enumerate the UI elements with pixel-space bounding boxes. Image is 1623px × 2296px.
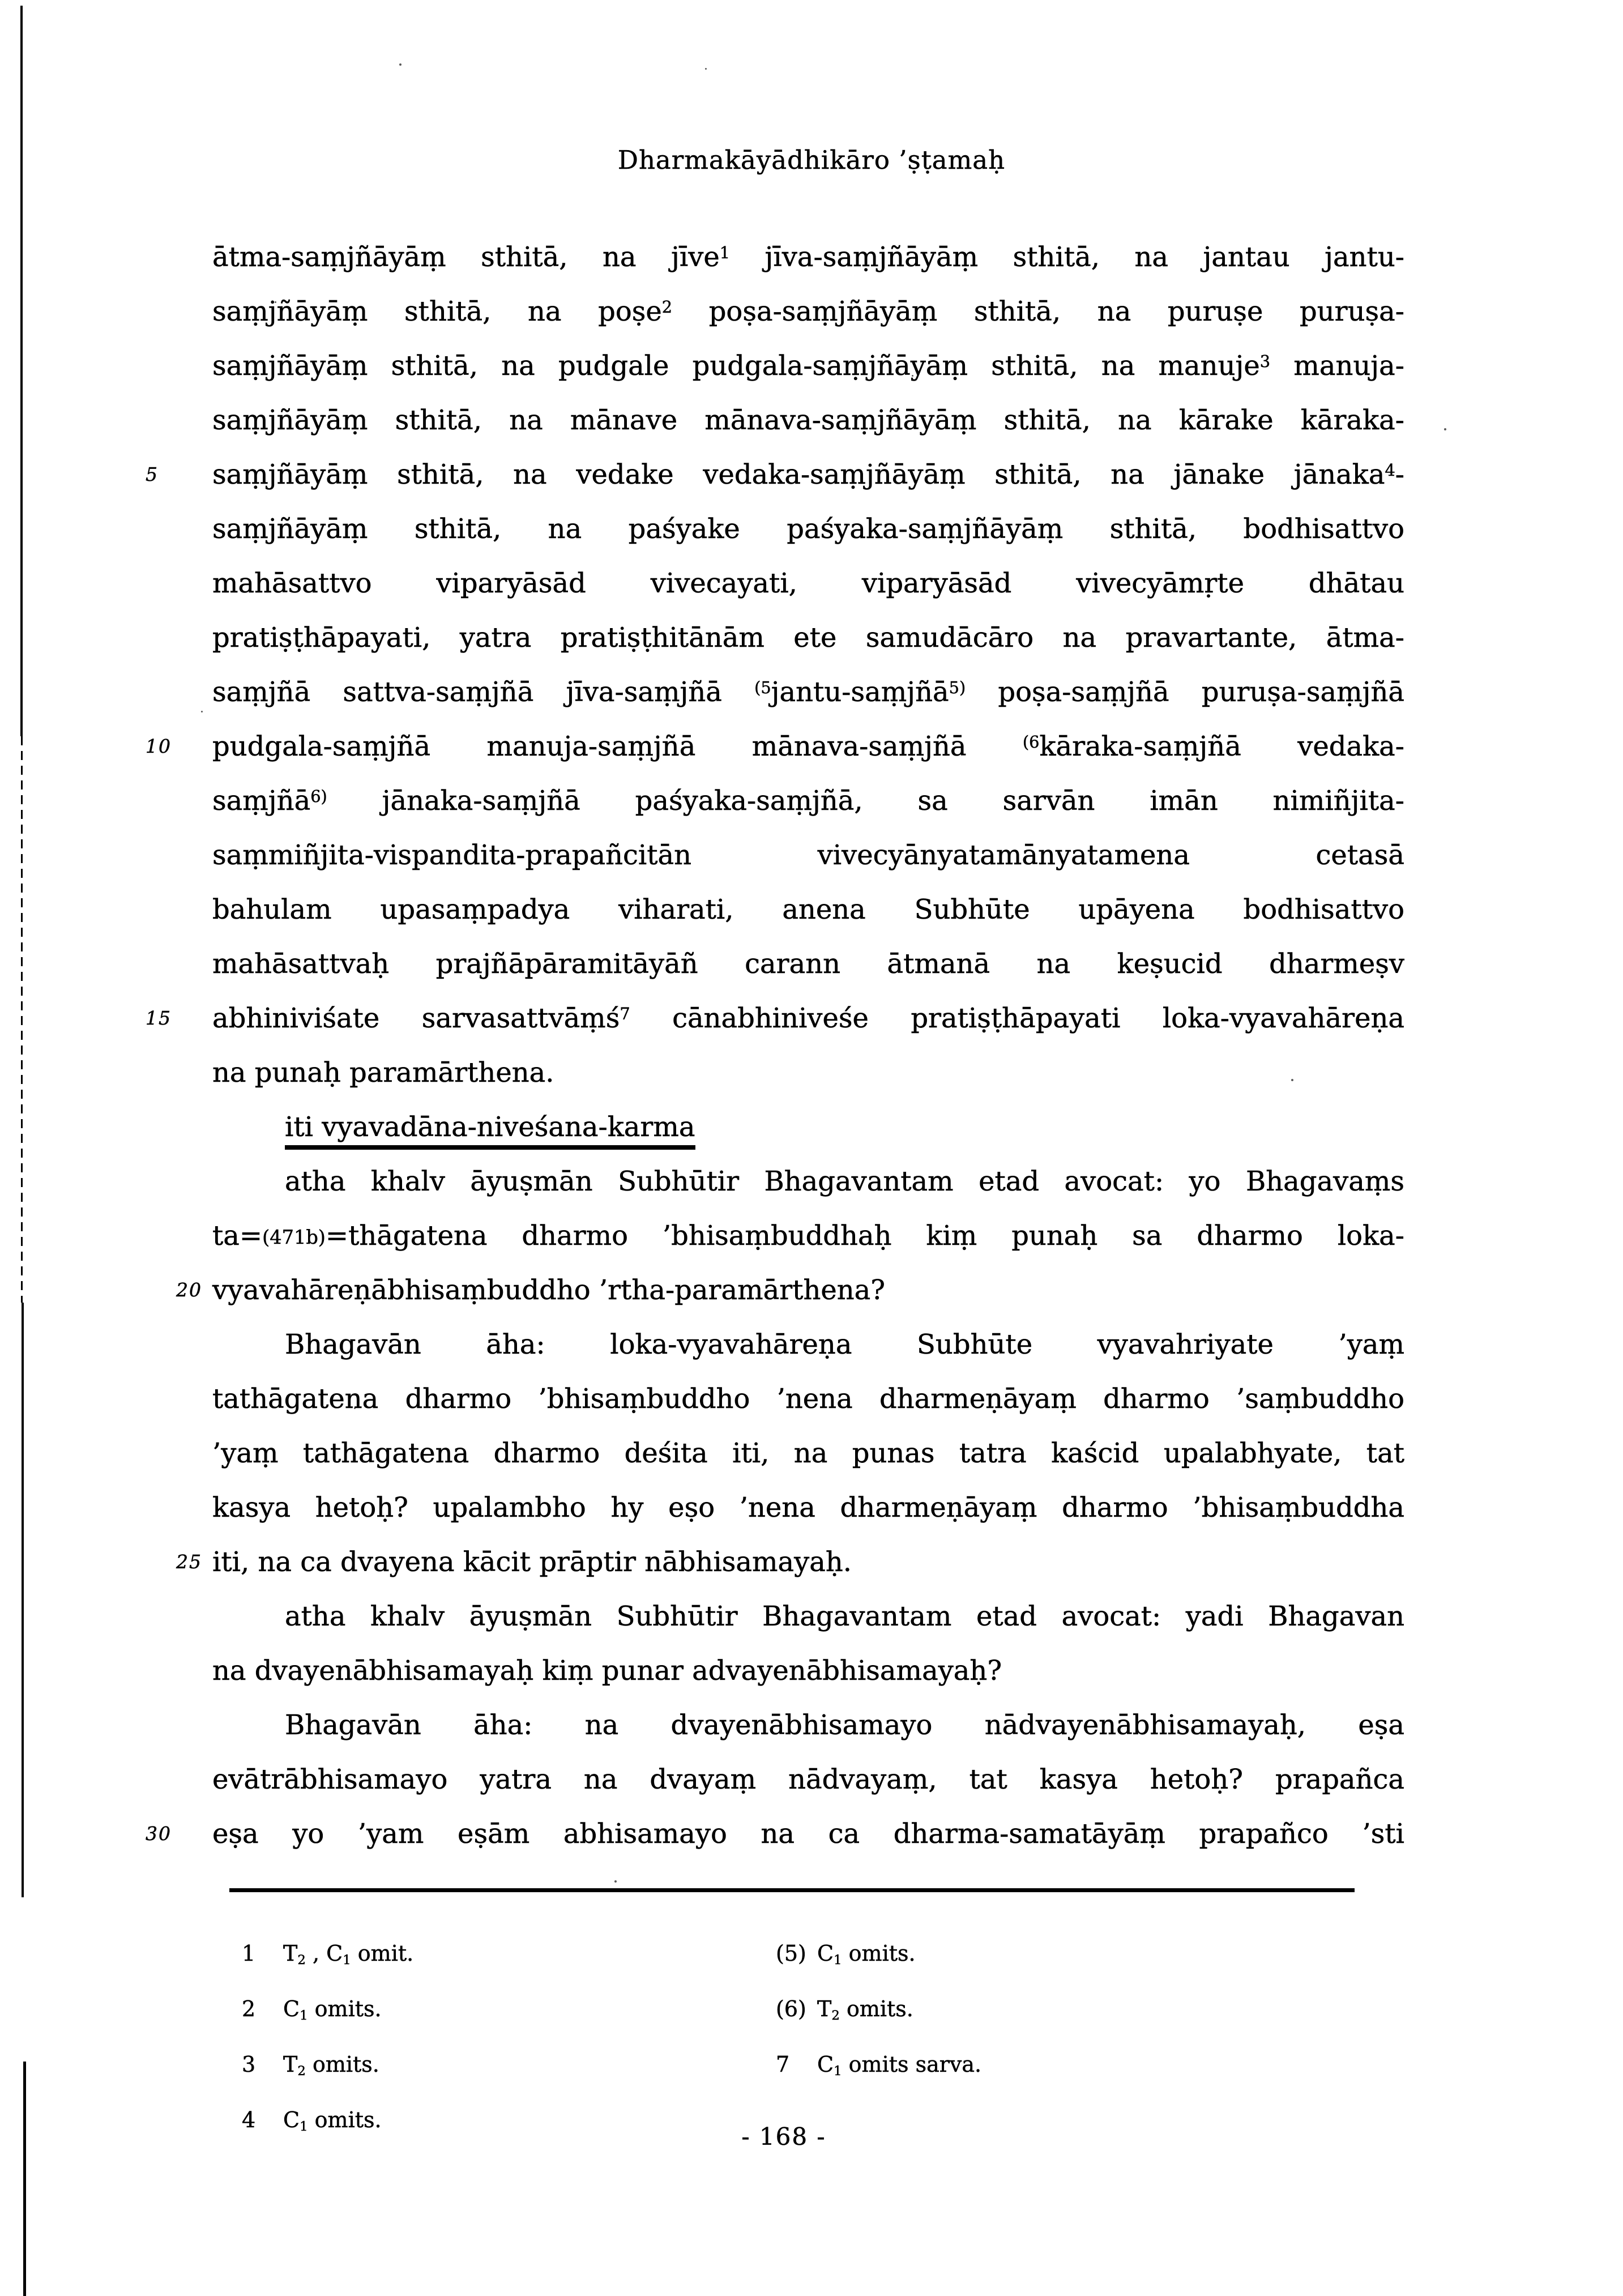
line-text (212, 1655, 1002, 1687)
text-segment: ātma-saṃjñāyāṃ sthitā, na jīve (212, 241, 720, 273)
footnote-entry (776, 1981, 1370, 2037)
scan-speck (1444, 428, 1446, 430)
text-line (212, 393, 1404, 447)
text-line (212, 1100, 1404, 1154)
text-segment: omits. (307, 2107, 382, 2132)
text-segment: saṃjñāyāṃ sthitā, na mānave mānava-saṃjñāyāṃ sthitā, na kārake kāraka- (212, 404, 1404, 436)
text-line (146, 991, 1405, 1045)
text-segment: saṃjñāyāṃ sthitā, na vedake vedaka-saṃjñāyāṃ sthitā, na jānake jānaka (212, 459, 1385, 490)
line-text (212, 785, 1404, 817)
line-text (212, 1764, 1404, 1795)
text-segment: jantu-saṃjñā (771, 676, 949, 708)
text-segment: mahāsattvaḥ prajñāpāramitāyāñ carann ātmanā na keṣucid dharmeṣv (212, 948, 1404, 980)
text-line (212, 1209, 1404, 1263)
line-text (212, 350, 1404, 382)
folio-ref: (471b) (262, 1226, 326, 1248)
line-text (212, 948, 1404, 980)
line-text (285, 1166, 1404, 1197)
footnote-number: 2 (242, 1996, 256, 2021)
line-text (212, 1002, 1404, 1034)
text-line (146, 447, 1404, 502)
siglum-subscript: 1 (343, 1952, 351, 1968)
footnote-entry (242, 1981, 751, 2037)
text-line (212, 1752, 1404, 1807)
line-text (212, 513, 1404, 545)
text-line (212, 828, 1404, 882)
text-segment: omits. (307, 1996, 382, 2021)
line-text (212, 1546, 852, 1578)
line-text (212, 1383, 1404, 1415)
superscript-note-ref: (5 (754, 677, 771, 697)
text-line (212, 937, 1404, 991)
footnote-text (817, 1941, 916, 1966)
margin-line-number: 15 (146, 1007, 172, 1029)
text-segment: Bhagavān āha: na dvayenābhisamayo nādvayenābhisamayaḥ, eṣa (285, 1709, 1404, 1741)
line-text (212, 1274, 885, 1306)
text-line (212, 502, 1404, 556)
footnote-number: 1 (242, 1941, 256, 1966)
text-line (212, 1480, 1404, 1535)
text-segment: iti vyavadāna-niveśana-karma (285, 1111, 695, 1143)
text-line (212, 1589, 1404, 1644)
margin-line-number: 10 (146, 735, 172, 757)
text-segment: ta= (212, 1220, 263, 1252)
text-segment: atha khalv āyuṣmān Subhūtir Bhagavantam etad avocat: yo Bhagavaṃs (285, 1166, 1404, 1197)
text-segment: C (817, 2052, 834, 2077)
text-segment: saṃjñā (212, 785, 311, 817)
superscript-note-ref: 6) (310, 786, 327, 806)
line-text (212, 1818, 1404, 1850)
text-segment: bahulam upasaṃpadya viharati, anena Subhūte upāyena bodhisattvo (212, 894, 1404, 925)
text-segment: na dvayenābhisamayaḥ kiṃ punar advayenābhisamayaḥ? (212, 1655, 1002, 1687)
footnote-entry (776, 1926, 1370, 1981)
line-text (212, 839, 1404, 871)
chapter-heading: Dharmakāyādhikāro ’ṣṭamaḥ (617, 145, 1006, 175)
margin-line-number: 20 (176, 1279, 202, 1301)
footnote-entry (242, 1926, 751, 1981)
text-line (146, 719, 1404, 774)
scan-speck (705, 68, 707, 70)
siglum-subscript: 1 (300, 2008, 308, 2023)
footnote-number: 3 (242, 2052, 256, 2077)
text-segment: vyavahāreṇābhisaṃbuddho ’rtha-paramārthena? (212, 1274, 886, 1306)
superscript-note-ref: (6 (1022, 732, 1040, 752)
text-segment: C (283, 1996, 300, 2021)
footnote-text (817, 1996, 913, 2021)
line-text (212, 894, 1404, 925)
text-line (212, 1698, 1404, 1752)
text-segment: ’yaṃ tathāgatena dharmo deśita iti, na punas tatra kaścid upalabhyate, tat (212, 1437, 1404, 1469)
superscript-note-ref: 5) (949, 677, 966, 697)
text-segment: omits. (305, 2052, 379, 2077)
footnotes-left-column (242, 1926, 751, 2148)
text-line (212, 774, 1404, 828)
text-segment: saṃjñāyāṃ sthitā, na paśyake paśyaka-saṃjñāyāṃ sthitā, bodhisattvo (212, 513, 1404, 545)
scan-artifact-line (22, 1303, 24, 1897)
text-line (146, 1807, 1404, 1861)
siglum-subscript: 2 (297, 1952, 306, 1968)
text-line (212, 1154, 1404, 1209)
siglum-subscript: 1 (300, 2119, 308, 2134)
text-segment: mahāsattvo viparyāsād vivecayati, viparyāsād vivecyāmṛte dhātau (212, 567, 1404, 599)
line-text (285, 1709, 1404, 1741)
footnote-entry (776, 2037, 1370, 2092)
text-segment: poṣa-saṃjñāyāṃ sthitā, na puruṣe puruṣa- (672, 296, 1405, 327)
text-segment: saṃjñāyāṃ sthitā, na pudgale pudgala-saṃjñāyāṃ sthitā, na manuje (212, 350, 1260, 382)
footnote-separator-rule (229, 1888, 1355, 1892)
text-segment: omits. (842, 1941, 916, 1966)
text-segment: T (283, 1941, 298, 1966)
superscript-note-ref: 7 (620, 1004, 630, 1023)
text-segment: jānaka-saṃjñā paśyaka-saṃjñā, sa sarvān imān nimiñjita- (327, 785, 1404, 817)
text-line (212, 665, 1404, 719)
text-segment: abhiniviśate sarvasattvāṃś (212, 1002, 620, 1034)
text-segment: saṃjñā sattva-saṃjñā jīva-saṃjñā (212, 676, 755, 708)
text-line (212, 230, 1404, 284)
footnote-number: 4 (242, 2107, 256, 2132)
text-line (212, 1372, 1404, 1426)
text-segment: Bhagavān āha: loka-vyavahāreṇa Subhūte vyavahriyate ’yaṃ (285, 1329, 1404, 1360)
line-text (212, 1220, 1404, 1252)
scan-speck (399, 63, 402, 66)
line-text (212, 731, 1404, 762)
footnote-text (817, 2052, 981, 2077)
line-text (212, 567, 1404, 599)
page-number: - 168 - (741, 2123, 826, 2150)
scan-speck (614, 1880, 617, 1883)
text-segment: pratiṣṭhāpayati, yatra pratiṣṭhitānām ete samudācāro na pravartante, ātma- (212, 622, 1404, 654)
text-segment: na punaḥ paramārthena. (212, 1057, 554, 1089)
line-text (212, 404, 1404, 436)
scan-speck (201, 711, 203, 712)
text-segment: T (817, 1996, 832, 2021)
text-segment: - (1395, 459, 1404, 490)
superscript-note-ref: 2 (661, 297, 673, 317)
text-line (212, 284, 1404, 339)
margin-line-number: 5 (146, 463, 159, 485)
text-segment: T (283, 2052, 298, 2077)
siglum-subscript: 1 (834, 1952, 842, 1968)
line-text (285, 1601, 1404, 1632)
text-line (212, 1045, 1404, 1100)
text-segment: saṃmiñjita-vispandita-prapañcitān vivecyānyatamānyatamena cetasā (212, 839, 1404, 871)
line-text (212, 1057, 554, 1089)
line-text (285, 1329, 1404, 1360)
text-segment: C (283, 2107, 300, 2132)
text-segment: kasya hetoḥ? upalambho hy eṣo ’nena dharmeṇāyaṃ dharmo ’bhisaṃbuddha (212, 1492, 1404, 1523)
text-segment: C (817, 1941, 834, 1966)
text-line (212, 556, 1404, 611)
siglum-subscript: 1 (834, 2063, 842, 2079)
text-segment: poṣa-saṃjñā puruṣa-saṃjñā (966, 676, 1405, 708)
line-text (212, 1437, 1404, 1469)
text-segment: omits. (839, 1996, 913, 2021)
text-segment: eṣa yo ’yam eṣām abhisamayo na ca dharma-samatāyāṃ prapañco ’sti (212, 1818, 1404, 1850)
body-text (146, 230, 1405, 1861)
text-line (212, 611, 1404, 665)
text-segment: jīva-saṃjñāyāṃ sthitā, na jantau jantu- (730, 241, 1405, 273)
superscript-note-ref: 4 (1385, 460, 1395, 480)
text-line (176, 1263, 1404, 1317)
footnote-entry (242, 2037, 751, 2092)
scan-artifact-line (20, 6, 23, 736)
text-line (212, 1426, 1404, 1480)
line-text (212, 1492, 1404, 1523)
margin-line-number: 25 (176, 1551, 202, 1573)
text-segment: tathāgatena dharmo ’bhisaṃbuddho ’nena dharmeṇāyaṃ dharmo ’saṃbuddho (212, 1383, 1404, 1415)
superscript-note-ref: 1 (719, 242, 731, 262)
siglum-subscript: 2 (831, 2008, 840, 2023)
text-segment: kāraka-saṃjñā vedaka- (1039, 731, 1404, 762)
footnote-number: (5) (776, 1941, 806, 1966)
text-segment: cānabhiniveśe pratiṣṭhāpayati loka-vyavahāreṇa (630, 1002, 1405, 1034)
footnote-text (283, 1941, 413, 1966)
scan-artifact-line (23, 2062, 26, 2296)
text-segment: pudgala-saṃjñā manuja-saṃjñā mānava-saṃjñā (212, 731, 1023, 762)
text-segment: manuja- (1270, 350, 1405, 382)
text-line (212, 339, 1404, 393)
footnote-number: 7 (776, 2052, 790, 2077)
text-line (212, 1317, 1404, 1372)
footnote-number: (6) (776, 1996, 806, 2021)
footnotes-right-column (776, 1926, 1370, 2092)
text-segment: saṃjñāyāṃ sthitā, na poṣe (212, 296, 662, 327)
siglum-subscript: 2 (297, 2063, 306, 2079)
text-line (212, 1644, 1404, 1698)
line-text (212, 296, 1404, 327)
text-segment: omit. (351, 1941, 414, 1966)
line-text (212, 676, 1404, 708)
line-text (212, 241, 1404, 273)
text-segment: iti, na ca dvayena kācit prāptir nābhisamayaḥ. (212, 1546, 852, 1578)
line-text (285, 1111, 695, 1150)
scan-artifact-line (21, 736, 23, 1303)
footnote-text (283, 2052, 379, 2077)
text-segment: evātrābhisamayo yatra na dvayaṃ nādvayaṃ, tat kasya hetoḥ? prapañca (212, 1764, 1404, 1795)
text-line (212, 882, 1404, 937)
superscript-note-ref: 3 (1259, 351, 1271, 371)
text-segment: omits sarva. (842, 2052, 982, 2077)
text-segment: atha khalv āyuṣmān Subhūtir Bhagavantam etad avocat: yadi Bhagavan (285, 1601, 1404, 1632)
footnote-text (283, 1996, 382, 2021)
text-line (176, 1535, 1404, 1589)
text-segment: =thāgatena dharmo ’bhisaṃbuddhaḥ kiṃ punaḥ sa dharmo loka- (325, 1220, 1404, 1252)
text-segment: , C (305, 1941, 343, 1966)
line-text (212, 622, 1404, 654)
margin-line-number: 30 (146, 1823, 172, 1845)
line-text (212, 459, 1404, 490)
